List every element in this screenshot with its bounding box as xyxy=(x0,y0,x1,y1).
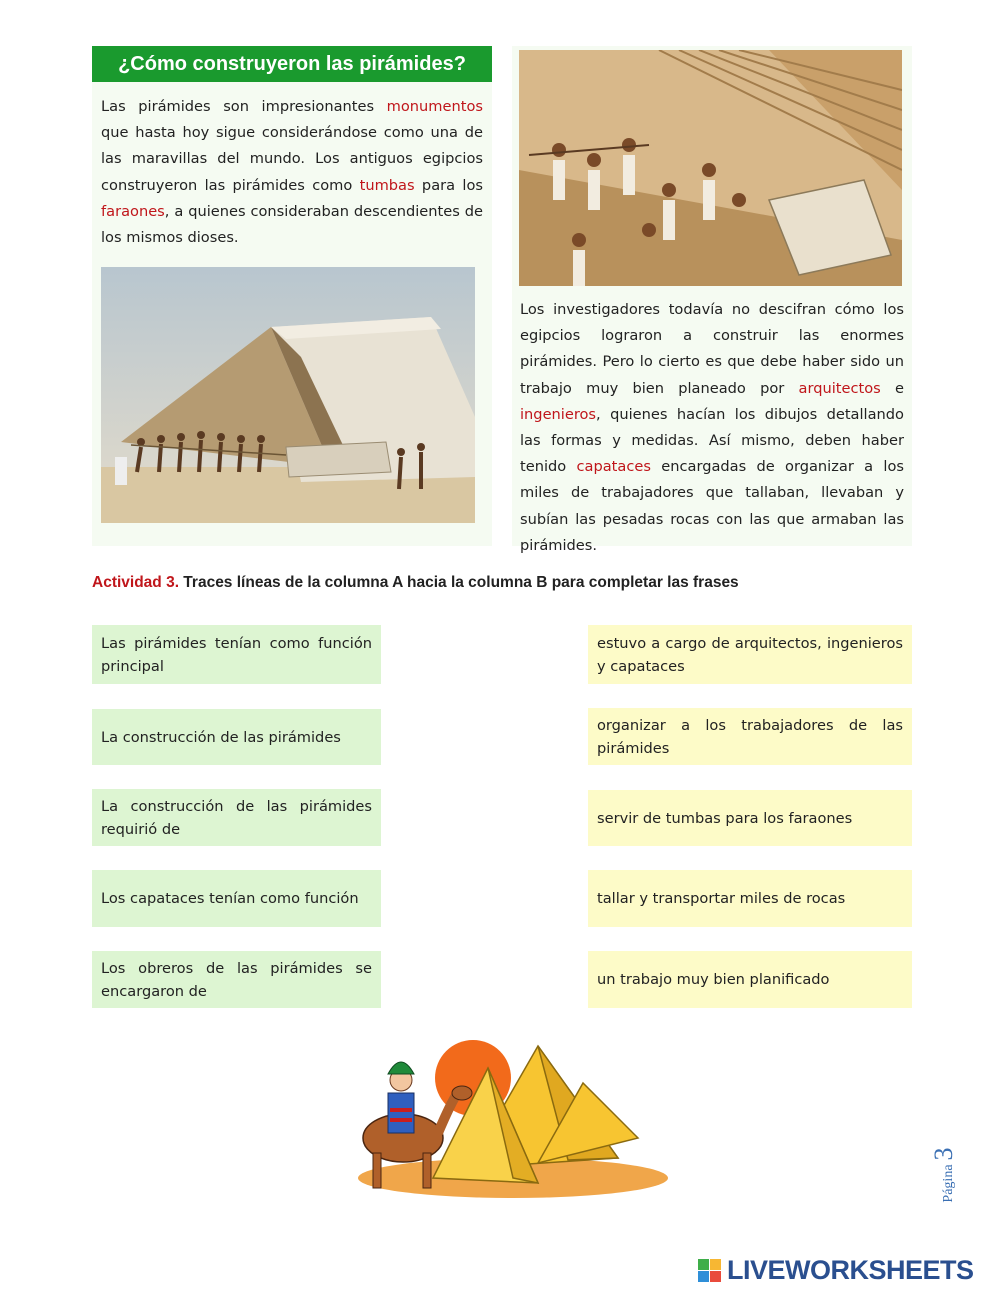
page-title: ¿Cómo construyeron las pirámides? xyxy=(92,46,492,82)
camel-pyramids-illustration xyxy=(338,1038,668,1198)
egyptian-workers-illustration xyxy=(519,50,902,286)
highlight-term: capataces xyxy=(576,458,651,476)
column-a-item[interactable]: La construcción de las pirámides xyxy=(92,709,381,765)
page-word: Página xyxy=(941,1164,956,1203)
brand-name: LIVEWORKSHEETS xyxy=(727,1254,974,1285)
highlight-term: tumbas xyxy=(359,176,415,194)
column-a-item[interactable]: Los obreros de las pirámides se encargaron de xyxy=(92,951,381,1008)
intro-paragraph: Las pirámides son impresionantes monumentos que hasta hoy sigue considerándose como una de las maravillas del mundo. Los antiguos egipcios construyeron las pirámides como tumbas para los faraones, a quienes consideraban descendientes de los mismos dioses. xyxy=(101,98,483,247)
page-number xyxy=(924,1120,964,1220)
column-b-item[interactable]: estuvo a cargo de arquitectos, ingenieros y capataces xyxy=(588,625,912,684)
highlight-term: ingenieros xyxy=(520,405,597,423)
column-a-item[interactable]: La construcción de las pirámides requirió de xyxy=(92,789,381,846)
column-b-item[interactable]: tallar y transportar miles de rocas xyxy=(588,870,912,927)
pyramid-construction-illustration xyxy=(101,267,475,523)
research-paragraph: Los investigadores todavía no descifran cómo los egipcios lograron a construir las enormes pirámides. Pero lo cierto es que debe haber sido un trabajo muy bien planeado por arquitectos e ingenieros, quienes hacían los dibujos detallando las formas y medidas. Así mismo, deben haber tenido capataces encargadas de organizar a los miles de trabajadores que tallaban, llevaban y subían las pesadas rocas con las que armaban las pirámides. xyxy=(520,301,905,554)
liveworksheets-brand xyxy=(698,1252,998,1288)
highlight-term: monumentos xyxy=(386,98,483,115)
column-a-item[interactable]: Las pirámides tenían como función principal xyxy=(92,625,381,684)
highlight-term: arquitectos xyxy=(798,379,881,397)
column-b-item[interactable]: un trabajo muy bien planificado xyxy=(588,951,912,1008)
page-number-value: 3 xyxy=(929,1147,958,1161)
column-b-item[interactable]: servir de tumbas para los faraones xyxy=(588,790,912,846)
liveworksheets-logo-icon xyxy=(698,1259,721,1282)
activity-instruction-text: Traces líneas de la columna A hacia la columna B para completar las frases xyxy=(179,574,739,591)
column-b-item[interactable]: organizar a los trabajadores de las pirámides xyxy=(588,708,912,765)
activity-label: Actividad 3. xyxy=(92,574,179,591)
column-a-item[interactable]: Los capataces tenían como función xyxy=(92,870,381,927)
highlight-term: faraones xyxy=(101,202,165,220)
activity-instructions xyxy=(92,574,912,592)
